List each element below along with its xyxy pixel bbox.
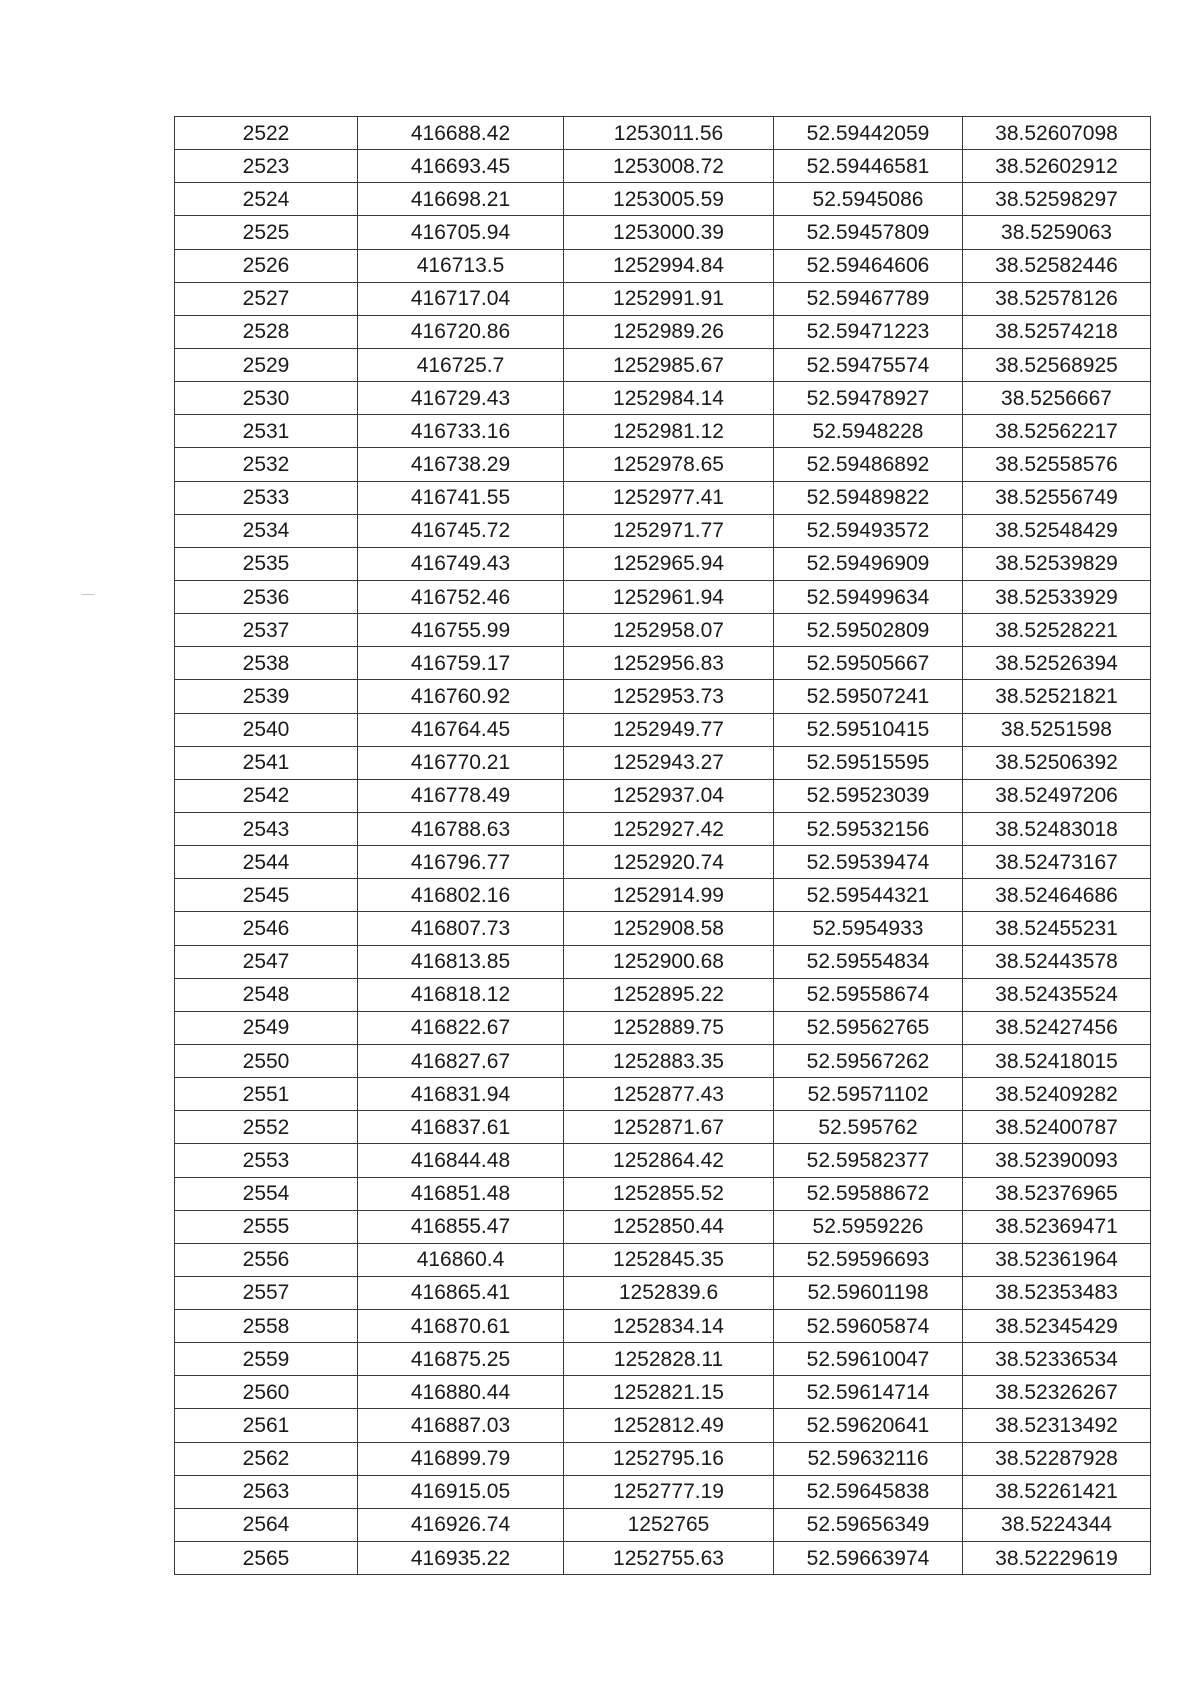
latitude-cell: 52.59496909 <box>774 547 963 580</box>
point-number-cell: 2548 <box>175 978 358 1011</box>
x-coordinate-cell: 416887.03 <box>358 1409 564 1442</box>
latitude-cell: 52.59614714 <box>774 1376 963 1409</box>
longitude-cell: 38.52345429 <box>963 1310 1151 1343</box>
point-number-cell: 2554 <box>175 1177 358 1210</box>
table-row <box>175 978 1151 1011</box>
latitude-cell: 52.59493572 <box>774 514 963 547</box>
x-coordinate-cell: 416855.47 <box>358 1210 564 1243</box>
y-coordinate-cell: 1253008.72 <box>564 150 774 183</box>
point-number-cell: 2527 <box>175 282 358 315</box>
point-number-cell: 2540 <box>175 713 358 746</box>
y-coordinate-cell: 1252985.67 <box>564 348 774 381</box>
x-coordinate-cell: 416693.45 <box>358 150 564 183</box>
point-number-cell: 2559 <box>175 1343 358 1376</box>
y-coordinate-cell: 1252889.75 <box>564 1011 774 1044</box>
table-row <box>175 448 1151 481</box>
longitude-cell: 38.52497206 <box>963 779 1151 812</box>
latitude-cell: 52.59475574 <box>774 348 963 381</box>
table-row <box>175 1310 1151 1343</box>
point-number-cell: 2524 <box>175 183 358 216</box>
table-row <box>175 846 1151 879</box>
point-number-cell: 2547 <box>175 945 358 978</box>
y-coordinate-cell: 1252795.16 <box>564 1442 774 1475</box>
x-coordinate-cell: 416827.67 <box>358 1044 564 1077</box>
x-coordinate-cell: 416822.67 <box>358 1011 564 1044</box>
point-number-cell: 2562 <box>175 1442 358 1475</box>
longitude-cell: 38.52556749 <box>963 481 1151 514</box>
x-coordinate-cell: 416749.43 <box>358 547 564 580</box>
y-coordinate-cell: 1252989.26 <box>564 315 774 348</box>
longitude-cell: 38.52455231 <box>963 912 1151 945</box>
table-row <box>175 1144 1151 1177</box>
point-number-cell: 2549 <box>175 1011 358 1044</box>
longitude-cell: 38.52336534 <box>963 1343 1151 1376</box>
point-number-cell: 2530 <box>175 382 358 415</box>
x-coordinate-cell: 416935.22 <box>358 1542 564 1575</box>
y-coordinate-cell: 1252864.42 <box>564 1144 774 1177</box>
latitude-cell: 52.59489822 <box>774 481 963 514</box>
latitude-cell: 52.59464606 <box>774 249 963 282</box>
y-coordinate-cell: 1252961.94 <box>564 580 774 613</box>
point-number-cell: 2560 <box>175 1376 358 1409</box>
longitude-cell: 38.52574218 <box>963 315 1151 348</box>
y-coordinate-cell: 1252834.14 <box>564 1310 774 1343</box>
y-coordinate-cell: 1252977.41 <box>564 481 774 514</box>
x-coordinate-cell: 416831.94 <box>358 1078 564 1111</box>
latitude-cell: 52.59442059 <box>774 117 963 150</box>
latitude-cell: 52.59554834 <box>774 945 963 978</box>
latitude-cell: 52.5948228 <box>774 415 963 448</box>
table-row <box>175 547 1151 580</box>
x-coordinate-cell: 416738.29 <box>358 448 564 481</box>
table-row <box>175 680 1151 713</box>
coordinates-table-body <box>175 117 1151 1575</box>
longitude-cell: 38.52558576 <box>963 448 1151 481</box>
table-row <box>175 216 1151 249</box>
x-coordinate-cell: 416745.72 <box>358 514 564 547</box>
table-row <box>175 912 1151 945</box>
y-coordinate-cell: 1252821.15 <box>564 1376 774 1409</box>
longitude-cell: 38.52418015 <box>963 1044 1151 1077</box>
y-coordinate-cell: 1252978.65 <box>564 448 774 481</box>
table-row <box>175 415 1151 448</box>
point-number-cell: 2531 <box>175 415 358 448</box>
longitude-cell: 38.52578126 <box>963 282 1151 315</box>
x-coordinate-cell: 416807.73 <box>358 912 564 945</box>
latitude-cell: 52.59505667 <box>774 647 963 680</box>
latitude-cell: 52.59507241 <box>774 680 963 713</box>
latitude-cell: 52.59571102 <box>774 1078 963 1111</box>
x-coordinate-cell: 416755.99 <box>358 614 564 647</box>
latitude-cell: 52.59544321 <box>774 879 963 912</box>
point-number-cell: 2563 <box>175 1475 358 1508</box>
longitude-cell: 38.52528221 <box>963 614 1151 647</box>
latitude-cell: 52.59567262 <box>774 1044 963 1077</box>
longitude-cell: 38.52506392 <box>963 746 1151 779</box>
longitude-cell: 38.52602912 <box>963 150 1151 183</box>
y-coordinate-cell: 1252991.91 <box>564 282 774 315</box>
x-coordinate-cell: 416688.42 <box>358 117 564 150</box>
longitude-cell: 38.5259063 <box>963 216 1151 249</box>
y-coordinate-cell: 1252958.07 <box>564 614 774 647</box>
x-coordinate-cell: 416752.46 <box>358 580 564 613</box>
x-coordinate-cell: 416865.41 <box>358 1276 564 1309</box>
y-coordinate-cell: 1252812.49 <box>564 1409 774 1442</box>
x-coordinate-cell: 416818.12 <box>358 978 564 1011</box>
longitude-cell: 38.52473167 <box>963 846 1151 879</box>
x-coordinate-cell: 416720.86 <box>358 315 564 348</box>
y-coordinate-cell: 1252839.6 <box>564 1276 774 1309</box>
x-coordinate-cell: 416764.45 <box>358 713 564 746</box>
point-number-cell: 2551 <box>175 1078 358 1111</box>
point-number-cell: 2565 <box>175 1542 358 1575</box>
longitude-cell: 38.52526394 <box>963 647 1151 680</box>
table-row <box>175 348 1151 381</box>
y-coordinate-cell: 1252943.27 <box>564 746 774 779</box>
x-coordinate-cell: 416698.21 <box>358 183 564 216</box>
y-coordinate-cell: 1252777.19 <box>564 1475 774 1508</box>
latitude-cell: 52.59457809 <box>774 216 963 249</box>
y-coordinate-cell: 1252981.12 <box>564 415 774 448</box>
point-number-cell: 2543 <box>175 812 358 845</box>
longitude-cell: 38.52369471 <box>963 1210 1151 1243</box>
point-number-cell: 2541 <box>175 746 358 779</box>
latitude-cell: 52.5954933 <box>774 912 963 945</box>
latitude-cell: 52.59582377 <box>774 1144 963 1177</box>
longitude-cell: 38.52400787 <box>963 1111 1151 1144</box>
table-row <box>175 1243 1151 1276</box>
longitude-cell: 38.52562217 <box>963 415 1151 448</box>
table-row <box>175 879 1151 912</box>
x-coordinate-cell: 416717.04 <box>358 282 564 315</box>
point-number-cell: 2552 <box>175 1111 358 1144</box>
table-row <box>175 1508 1151 1541</box>
point-number-cell: 2561 <box>175 1409 358 1442</box>
x-coordinate-cell: 416851.48 <box>358 1177 564 1210</box>
table-row <box>175 614 1151 647</box>
table-row <box>175 1078 1151 1111</box>
point-number-cell: 2556 <box>175 1243 358 1276</box>
x-coordinate-cell: 416733.16 <box>358 415 564 448</box>
table-row <box>175 945 1151 978</box>
longitude-cell: 38.52435524 <box>963 978 1151 1011</box>
table-row <box>175 1111 1151 1144</box>
y-coordinate-cell: 1252765 <box>564 1508 774 1541</box>
longitude-cell: 38.52548429 <box>963 514 1151 547</box>
latitude-cell: 52.59656349 <box>774 1508 963 1541</box>
x-coordinate-cell: 416796.77 <box>358 846 564 879</box>
y-coordinate-cell: 1252965.94 <box>564 547 774 580</box>
latitude-cell: 52.59478927 <box>774 382 963 415</box>
x-coordinate-cell: 416813.85 <box>358 945 564 978</box>
table-row <box>175 713 1151 746</box>
latitude-cell: 52.59645838 <box>774 1475 963 1508</box>
longitude-cell: 38.52353483 <box>963 1276 1151 1309</box>
longitude-cell: 38.5256667 <box>963 382 1151 415</box>
table-row <box>175 1409 1151 1442</box>
point-number-cell: 2557 <box>175 1276 358 1309</box>
latitude-cell: 52.59446581 <box>774 150 963 183</box>
table-row <box>175 1475 1151 1508</box>
y-coordinate-cell: 1252877.43 <box>564 1078 774 1111</box>
table-row <box>175 1276 1151 1309</box>
y-coordinate-cell: 1252984.14 <box>564 382 774 415</box>
x-coordinate-cell: 416844.48 <box>358 1144 564 1177</box>
latitude-cell: 52.59539474 <box>774 846 963 879</box>
y-coordinate-cell: 1252850.44 <box>564 1210 774 1243</box>
point-number-cell: 2545 <box>175 879 358 912</box>
latitude-cell: 52.59596693 <box>774 1243 963 1276</box>
latitude-cell: 52.5945086 <box>774 183 963 216</box>
latitude-cell: 52.59523039 <box>774 779 963 812</box>
point-number-cell: 2539 <box>175 680 358 713</box>
latitude-cell: 52.59610047 <box>774 1343 963 1376</box>
table-row <box>175 183 1151 216</box>
latitude-cell: 52.59471223 <box>774 315 963 348</box>
table-row <box>175 1442 1151 1475</box>
x-coordinate-cell: 416759.17 <box>358 647 564 680</box>
y-coordinate-cell: 1252845.35 <box>564 1243 774 1276</box>
table-row <box>175 1011 1151 1044</box>
table-row <box>175 117 1151 150</box>
longitude-cell: 38.52261421 <box>963 1475 1151 1508</box>
coordinates-table <box>174 116 1151 1575</box>
table-row <box>175 1177 1151 1210</box>
y-coordinate-cell: 1252994.84 <box>564 249 774 282</box>
point-number-cell: 2553 <box>175 1144 358 1177</box>
table-row <box>175 1542 1151 1575</box>
x-coordinate-cell: 416760.92 <box>358 680 564 713</box>
table-row <box>175 382 1151 415</box>
table-row <box>175 812 1151 845</box>
table-row <box>175 249 1151 282</box>
longitude-cell: 38.52287928 <box>963 1442 1151 1475</box>
latitude-cell: 52.59515595 <box>774 746 963 779</box>
longitude-cell: 38.52582446 <box>963 249 1151 282</box>
table-row <box>175 580 1151 613</box>
latitude-cell: 52.59502809 <box>774 614 963 647</box>
table-row <box>175 1343 1151 1376</box>
point-number-cell: 2523 <box>175 150 358 183</box>
y-coordinate-cell: 1252828.11 <box>564 1343 774 1376</box>
y-coordinate-cell: 1252883.35 <box>564 1044 774 1077</box>
table-row <box>175 779 1151 812</box>
longitude-cell: 38.52361964 <box>963 1243 1151 1276</box>
longitude-cell: 38.52313492 <box>963 1409 1151 1442</box>
table-row <box>175 1044 1151 1077</box>
point-number-cell: 2537 <box>175 614 358 647</box>
x-coordinate-cell: 416770.21 <box>358 746 564 779</box>
scan-artifact <box>82 594 94 595</box>
point-number-cell: 2542 <box>175 779 358 812</box>
point-number-cell: 2526 <box>175 249 358 282</box>
y-coordinate-cell: 1252953.73 <box>564 680 774 713</box>
x-coordinate-cell: 416875.25 <box>358 1343 564 1376</box>
x-coordinate-cell: 416741.55 <box>358 481 564 514</box>
table-row <box>175 514 1151 547</box>
longitude-cell: 38.52229619 <box>963 1542 1151 1575</box>
latitude-cell: 52.59605874 <box>774 1310 963 1343</box>
latitude-cell: 52.595762 <box>774 1111 963 1144</box>
y-coordinate-cell: 1252956.83 <box>564 647 774 680</box>
table-row <box>175 150 1151 183</box>
y-coordinate-cell: 1252914.99 <box>564 879 774 912</box>
point-number-cell: 2544 <box>175 846 358 879</box>
longitude-cell: 38.52376965 <box>963 1177 1151 1210</box>
x-coordinate-cell: 416870.61 <box>358 1310 564 1343</box>
point-number-cell: 2525 <box>175 216 358 249</box>
longitude-cell: 38.52483018 <box>963 812 1151 845</box>
latitude-cell: 52.59588672 <box>774 1177 963 1210</box>
table-row <box>175 1376 1151 1409</box>
x-coordinate-cell: 416778.49 <box>358 779 564 812</box>
longitude-cell: 38.5224344 <box>963 1508 1151 1541</box>
y-coordinate-cell: 1253011.56 <box>564 117 774 150</box>
longitude-cell: 38.52598297 <box>963 183 1151 216</box>
table-row <box>175 647 1151 680</box>
point-number-cell: 2533 <box>175 481 358 514</box>
point-number-cell: 2538 <box>175 647 358 680</box>
point-number-cell: 2532 <box>175 448 358 481</box>
y-coordinate-cell: 1252908.58 <box>564 912 774 945</box>
latitude-cell: 52.59510415 <box>774 713 963 746</box>
point-number-cell: 2529 <box>175 348 358 381</box>
longitude-cell: 38.52539829 <box>963 547 1151 580</box>
y-coordinate-cell: 1252937.04 <box>564 779 774 812</box>
latitude-cell: 52.59486892 <box>774 448 963 481</box>
longitude-cell: 38.52390093 <box>963 1144 1151 1177</box>
y-coordinate-cell: 1252971.77 <box>564 514 774 547</box>
x-coordinate-cell: 416725.7 <box>358 348 564 381</box>
point-number-cell: 2522 <box>175 117 358 150</box>
point-number-cell: 2550 <box>175 1044 358 1077</box>
y-coordinate-cell: 1252900.68 <box>564 945 774 978</box>
table-row <box>175 746 1151 779</box>
point-number-cell: 2536 <box>175 580 358 613</box>
longitude-cell: 38.52533929 <box>963 580 1151 613</box>
longitude-cell: 38.52326267 <box>963 1376 1151 1409</box>
latitude-cell: 52.59601198 <box>774 1276 963 1309</box>
y-coordinate-cell: 1252927.42 <box>564 812 774 845</box>
longitude-cell: 38.52427456 <box>963 1011 1151 1044</box>
y-coordinate-cell: 1252871.67 <box>564 1111 774 1144</box>
latitude-cell: 52.59532156 <box>774 812 963 845</box>
point-number-cell: 2528 <box>175 315 358 348</box>
y-coordinate-cell: 1253000.39 <box>564 216 774 249</box>
longitude-cell: 38.52568925 <box>963 348 1151 381</box>
latitude-cell: 52.59632116 <box>774 1442 963 1475</box>
x-coordinate-cell: 416837.61 <box>358 1111 564 1144</box>
longitude-cell: 38.5251598 <box>963 713 1151 746</box>
table-row <box>175 1210 1151 1243</box>
y-coordinate-cell: 1253005.59 <box>564 183 774 216</box>
table-row <box>175 282 1151 315</box>
x-coordinate-cell: 416788.63 <box>358 812 564 845</box>
point-number-cell: 2564 <box>175 1508 358 1541</box>
longitude-cell: 38.52607098 <box>963 117 1151 150</box>
latitude-cell: 52.59558674 <box>774 978 963 1011</box>
x-coordinate-cell: 416899.79 <box>358 1442 564 1475</box>
table-row <box>175 481 1151 514</box>
x-coordinate-cell: 416880.44 <box>358 1376 564 1409</box>
x-coordinate-cell: 416705.94 <box>358 216 564 249</box>
longitude-cell: 38.52464686 <box>963 879 1151 912</box>
latitude-cell: 52.59620641 <box>774 1409 963 1442</box>
longitude-cell: 38.52443578 <box>963 945 1151 978</box>
y-coordinate-cell: 1252920.74 <box>564 846 774 879</box>
latitude-cell: 52.59467789 <box>774 282 963 315</box>
x-coordinate-cell: 416860.4 <box>358 1243 564 1276</box>
latitude-cell: 52.59562765 <box>774 1011 963 1044</box>
longitude-cell: 38.52521821 <box>963 680 1151 713</box>
point-number-cell: 2555 <box>175 1210 358 1243</box>
x-coordinate-cell: 416713.5 <box>358 249 564 282</box>
x-coordinate-cell: 416926.74 <box>358 1508 564 1541</box>
point-number-cell: 2535 <box>175 547 358 580</box>
longitude-cell: 38.52409282 <box>963 1078 1151 1111</box>
y-coordinate-cell: 1252949.77 <box>564 713 774 746</box>
point-number-cell: 2558 <box>175 1310 358 1343</box>
y-coordinate-cell: 1252755.63 <box>564 1542 774 1575</box>
table-row <box>175 315 1151 348</box>
y-coordinate-cell: 1252895.22 <box>564 978 774 1011</box>
point-number-cell: 2534 <box>175 514 358 547</box>
latitude-cell: 52.59499634 <box>774 580 963 613</box>
x-coordinate-cell: 416915.05 <box>358 1475 564 1508</box>
y-coordinate-cell: 1252855.52 <box>564 1177 774 1210</box>
x-coordinate-cell: 416802.16 <box>358 879 564 912</box>
point-number-cell: 2546 <box>175 912 358 945</box>
latitude-cell: 52.59663974 <box>774 1542 963 1575</box>
latitude-cell: 52.5959226 <box>774 1210 963 1243</box>
x-coordinate-cell: 416729.43 <box>358 382 564 415</box>
